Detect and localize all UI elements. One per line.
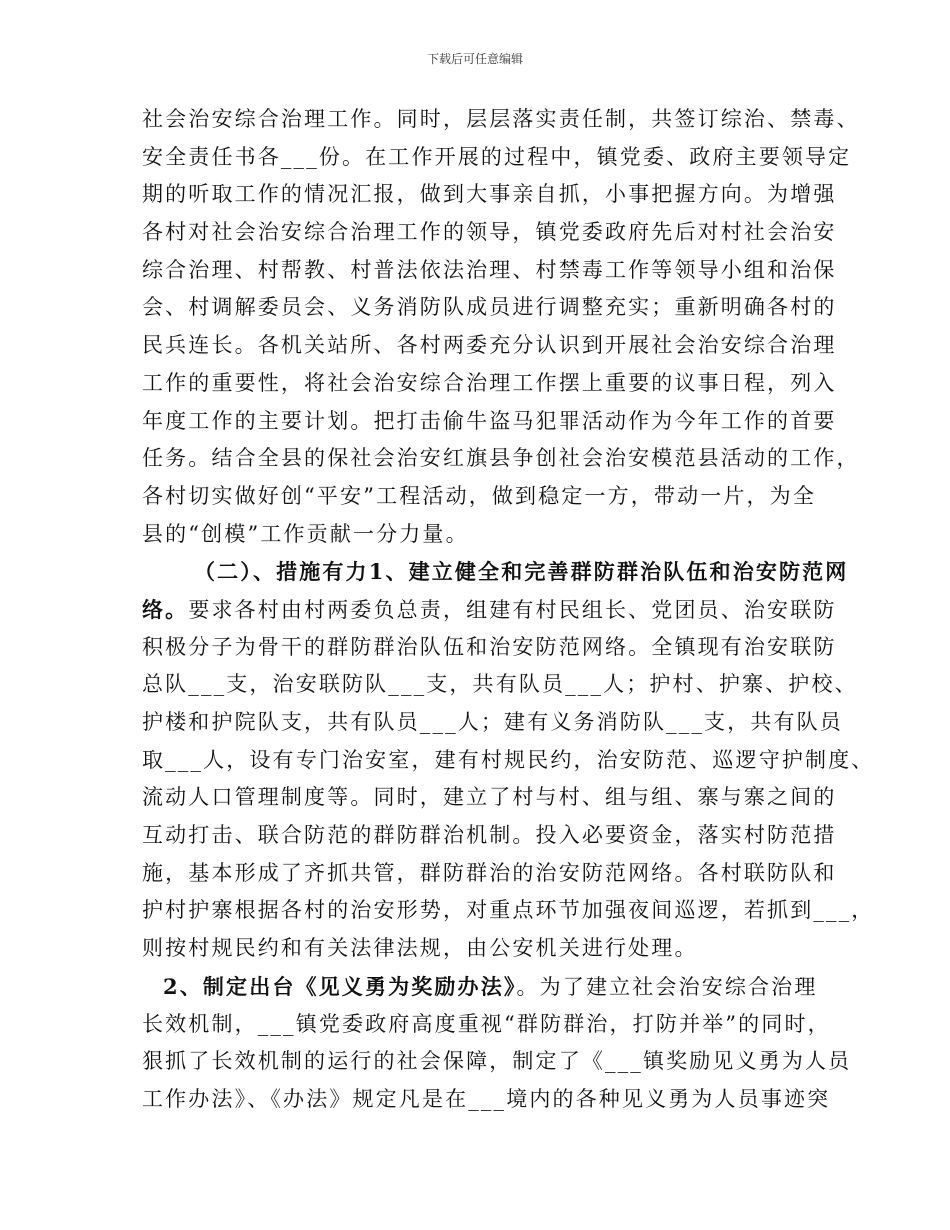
text-line: 狠抓了长效机制的运行的社会保障，制定了《___镇奖励见义勇为人员	[142, 1049, 852, 1074]
text-line: 各村切实做好创“平安”工程活动，做到稳定一方，带动一片，为全	[142, 483, 816, 508]
text-line: 施，基本形成了齐抓共管，群防群治的治安防范网络。各村联防队和	[142, 860, 837, 885]
text-line: 积极分子为骨干的群防群治队伍和治安防范网络。全镇现有治安联防	[142, 634, 837, 659]
text-line: 民兵连长。各机关站所、各村两委充分认识到开展社会治安综合治理	[142, 333, 837, 358]
text-line: 期的听取工作的情况汇报，做到大事亲自抓，小事把握方向。为增强	[142, 182, 837, 207]
section-heading-line	[142, 553, 849, 591]
text-line: 护楼和护院队支，共有队员___人；建有义务消防队___支，共有队员	[142, 710, 843, 734]
text-line: 工作办法》、《办法》规定凡是在___境内的各种见义勇为人员事迹突	[142, 1086, 831, 1111]
text-line: 综合治理、村帮教、村普法依法治理、村禁毒工作等领导小组和治保	[142, 257, 837, 282]
text-line: 工作的重要性，将社会治安综合治理工作摆上重要的议事日程，列入	[142, 370, 837, 395]
text-line: 会、村调解委员会、义务消防队成员进行调整充实；重新明确各村的	[142, 295, 837, 320]
text-line: 社会治安综合治理工作。同时，层层落实责任制，共签订综治、禁毒、	[142, 107, 860, 131]
subsection-heading: 2、制定出台《见义勇为奖励办法》	[163, 973, 517, 999]
text-line: 取___人，设有专门治安室，建有村规民约，治安防范、巡逻守护制度、	[142, 747, 875, 772]
text-line: 各村对社会治安综合治理工作的领导，镇党委政府先后对村社会治安	[142, 220, 837, 245]
paragraph-text: 要求各村由村两委负总责，组建有村民组长、党团员、治安联防	[188, 597, 837, 622]
section-heading-end: 络。	[142, 596, 189, 622]
paragraph-text: 。为了建立社会治安综合治理	[516, 974, 818, 999]
text-line: 护村护寨根据各村的治安形势，对重点环节加强夜间巡逻，若抓到___，	[142, 898, 875, 923]
subsection-line	[142, 968, 832, 1006]
text-line: 长效机制，___镇党委政府高度重视“群防群治，打防并举”的同时，	[142, 1011, 831, 1036]
text-line: 年度工作的主要计划。把打击偷牛盗马犯罪活动作为今年工作的首要	[142, 408, 837, 433]
text-line: 任务。结合全县的保社会治安红旗县争创社会治安模范县活动的工作，	[142, 446, 860, 471]
document-body	[142, 101, 875, 1119]
text-line: 流动人口管理制度等。同时，建立了村与村、组与组、寨与寨之间的	[142, 785, 837, 810]
text-line: 总队___支，治安联防队___支，共有队员___人；护村、护寨、护校、	[142, 672, 858, 697]
page-header: 下载后可任意编辑	[426, 52, 523, 66]
text-line: 安全责任书各___份。在工作开展的过程中，镇党委、政府主要领导定	[142, 144, 852, 169]
text-line: 县的“创模”工作贡献一分力量。	[142, 521, 469, 546]
text-line	[142, 591, 837, 629]
section-heading: （二）、措施有力1、建立健全和完善群防群治队伍和治安防范网	[194, 559, 849, 585]
text-line: 则按村规民约和有关法律法规，由公安机关进行处理。	[142, 936, 698, 961]
text-line: 互动打击、联合防范的群防群治机制。投入必要资金，落实村防范措	[142, 823, 837, 848]
